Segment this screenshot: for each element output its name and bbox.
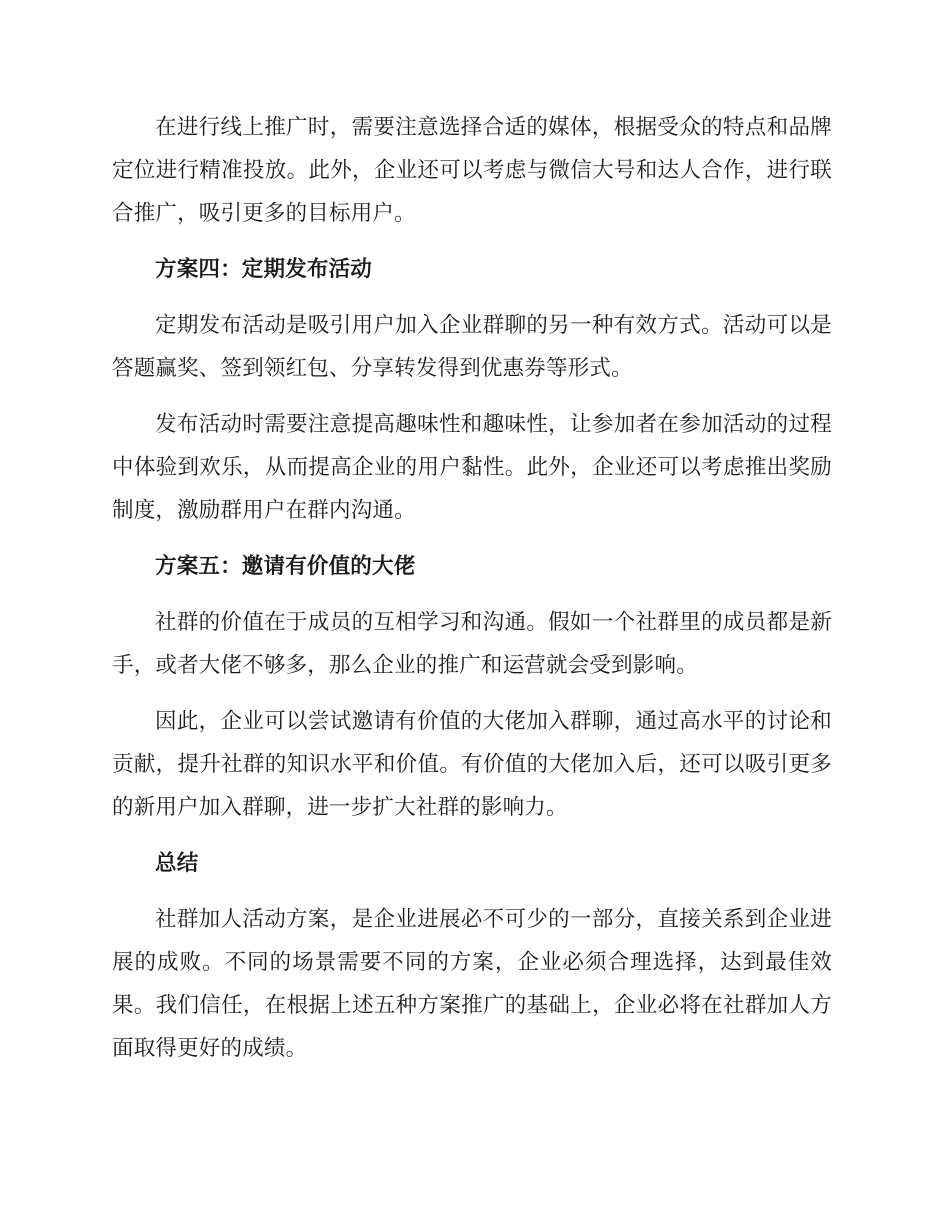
- paragraph-regular-events: 定期发布活动是吸引用户加入企业群聊的另一种有效方式。活动可以是答题赢奖、签到领红包、分享转发得到优惠券等形式。: [112, 313, 832, 381]
- document-page: [112, 106, 832, 1083]
- paragraph-invite-experts: 因此，企业可以尝试邀请有价值的大佬加入群聊，通过高水平的讨论和贡献，提升社群的知识水平和价值。有价值的大佬加入后，还可以吸引更多的新用户加入群聊，进一步扩大社群的影响力。: [112, 709, 832, 820]
- paragraph-community-value: 社群的价值在于成员的互相学习和沟通。假如一个社群里的成员都是新手，或者大佬不够多，那么企业的推广和运营就会受到影响。: [112, 610, 832, 678]
- paragraph-summary: 社群加人活动方案，是企业进展必不可少的一部分，直接关系到企业进展的成败。不同的场景需要不同的方案，企业必须合理选择，达到最佳效果。我们信任，在根据上述五种方案推广的基础上，企业必将在社群加人方面取得更好的成绩。: [112, 907, 832, 1061]
- paragraph-online-promotion: 在进行线上推广时，需要注意选择合适的媒体，根据受众的特点和品牌定位进行精准投放。此外，企业还可以考虑与微信大号和达人合作，进行联合推广，吸引更多的目标用户。: [112, 115, 832, 226]
- heading-plan-four: 方案四：定期发布活动: [155, 257, 373, 282]
- paragraph-event-fun: 发布活动时需要注意提高趣味性和趣味性，让参加者在参加活动的过程中体验到欢乐，从而提高企业的用户黏性。此外，企业还可以考虑推出奖励制度，激励群用户在群内沟通。: [112, 412, 832, 523]
- heading-plan-five: 方案五：邀请有价值的大佬: [155, 554, 416, 579]
- heading-summary: 总结: [155, 851, 199, 876]
